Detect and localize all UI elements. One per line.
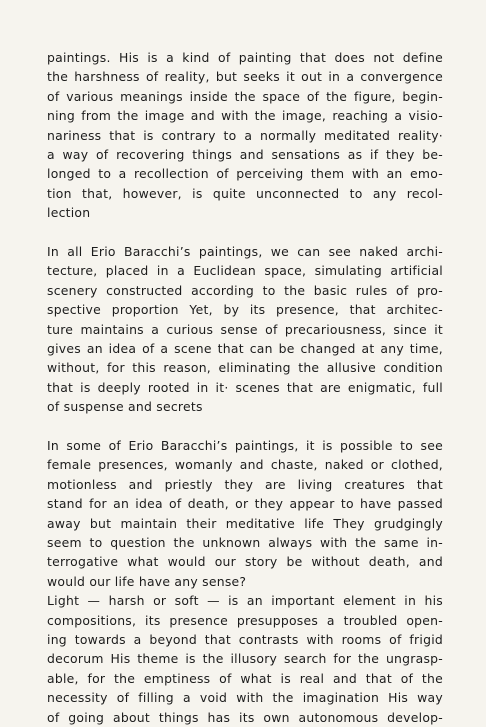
paragraph-3	[47, 436, 443, 591]
text-line: In all Erio Baracchi’s paintings, we can see naked archi-	[47, 244, 443, 260]
text-line: In some of Erio Baracchi’s paintings, it is possible to see	[47, 438, 443, 454]
text-line: nariness that is contrary to a normally meditated reality·	[47, 127, 443, 143]
paragraph-2	[47, 242, 443, 417]
text-line: tecture, placed in a Euclidean space, simulating artificial	[47, 263, 443, 279]
text-line: decorum His theme is the illusory search for the ungrasp-	[47, 651, 443, 667]
text-line: necessity of filling a void with the imagination His way	[47, 690, 443, 706]
text-line: that is deeply rooted in it· scenes that are enigmatic, full	[47, 379, 443, 395]
text-line: motionless and priestly they are living creatures that	[47, 476, 443, 492]
text-line: stand for an idea of death, or they appear to have passed	[47, 496, 443, 512]
text-line: a way of recovering things and sensations as if they be-	[47, 146, 443, 162]
text-line: ing towards a beyond that contrasts with rooms of frigid	[47, 631, 443, 647]
text-line: terrogative what would our story be without death, and	[47, 554, 443, 570]
paragraph-1	[47, 48, 443, 223]
text-line: longed to a recollection of perceiving them with an emo-	[47, 166, 443, 182]
text-line: lection	[47, 205, 91, 221]
text-line: away but maintain their meditative life They grudgingly	[47, 515, 443, 531]
text-line: of suspense and secrets	[47, 399, 203, 415]
text-line: tion that, however, is quite unconnected to any recol-	[47, 185, 443, 201]
text-line: ning from the image and with the image, reaching a visio-	[47, 108, 443, 124]
text-line: without, for this reason, eliminating the allusive condition	[47, 360, 443, 376]
text-line: paintings. His is a kind of painting that does not define	[47, 50, 443, 65]
paragraph-4	[47, 591, 443, 727]
text-line: spective proportion Yet, by its presence, that architec-	[47, 302, 443, 318]
text-line: of going about things has its own autonomous develop-	[47, 709, 443, 725]
text-line: female presences, womanly and chaste, naked or clothed,	[47, 457, 443, 473]
text-line: compositions, its presence presupposes a troubled open-	[47, 612, 443, 628]
text-line: of various meanings inside the space of the figure, begin-	[47, 88, 443, 104]
text-line: able, for the emptiness of what is real and that of the	[47, 670, 443, 686]
text-line: scenery constructed according to the basic rules of pro-	[47, 282, 443, 298]
text-line: seem to question the unknown always with the same in-	[47, 534, 443, 550]
document-page	[47, 48, 443, 727]
text-line: would our life have any sense?	[47, 573, 247, 589]
text-line: Light — harsh or soft — is an important element in his	[47, 593, 443, 609]
text-line: the harshness of reality, but seeks it out in a convergence	[47, 69, 443, 85]
text-line: ture maintains a curious sense of precariousness, since it	[47, 321, 443, 337]
text-line: gives an idea of a scene that can be changed at any time,	[47, 340, 443, 356]
